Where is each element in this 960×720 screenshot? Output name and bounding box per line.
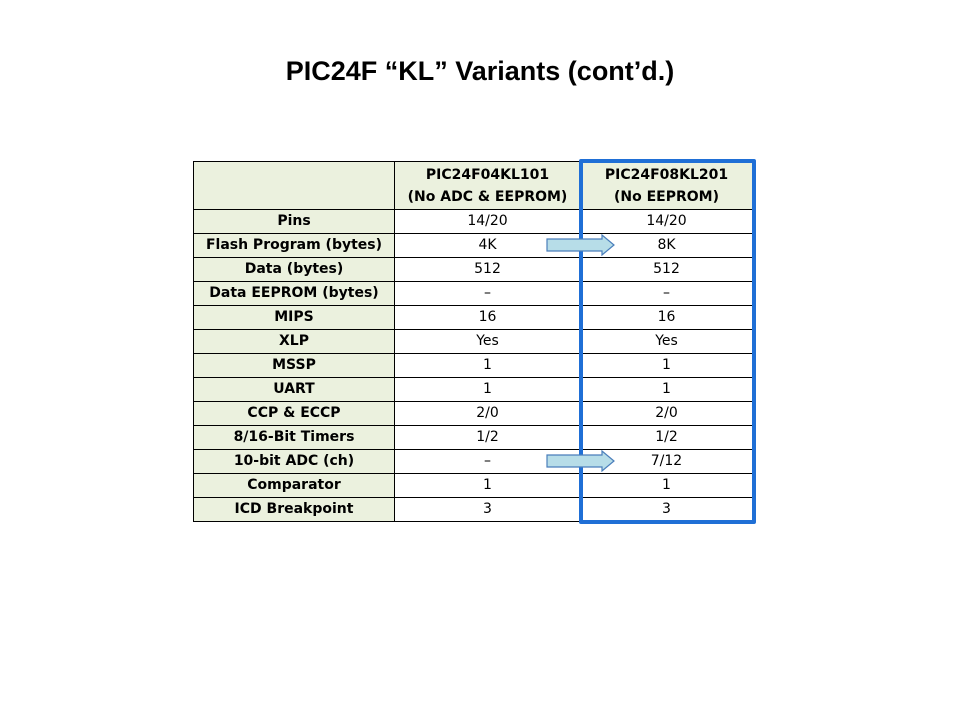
row-label: UART [194,378,395,402]
table-row [194,234,753,258]
table-row [194,306,753,330]
header-part-number: PIC24F08KL201 [604,166,729,183]
slide-title: PIC24F “KL” Variants (cont’d.) [285,56,675,86]
header-part-note: (No ADC & EEPROM) [407,188,568,205]
value-pic24f08kl201: 1 [581,354,753,378]
header-empty-cell [194,162,395,210]
comparison-table [193,161,753,522]
row-label: Data (bytes) [194,258,395,282]
row-label: 10-bit ADC (ch) [194,450,395,474]
table-row [194,354,753,378]
header-pic24f08kl201 [581,162,753,210]
row-label: Comparator [194,474,395,498]
value-pic24f04kl101: 4K [395,234,581,258]
value-pic24f04kl101: 2/0 [395,402,581,426]
row-label: CCP & ECCP [194,402,395,426]
value-pic24f08kl201: 1 [581,474,753,498]
value-pic24f08kl201: 7/12 [581,450,753,474]
header-pic24f04kl101 [395,162,581,210]
table-row [194,378,753,402]
value-pic24f08kl201: Yes [581,330,753,354]
header-part-number: PIC24F04KL101 [425,166,550,183]
value-pic24f04kl101: – [395,450,581,474]
value-pic24f04kl101: 512 [395,258,581,282]
value-pic24f08kl201: 2/0 [581,402,753,426]
value-pic24f04kl101: Yes [395,330,581,354]
value-pic24f04kl101: – [395,282,581,306]
value-pic24f04kl101: 16 [395,306,581,330]
row-label: 8/16-Bit Timers [194,426,395,450]
row-label: ICD Breakpoint [194,498,395,522]
value-pic24f08kl201: 3 [581,498,753,522]
value-pic24f08kl201: – [581,282,753,306]
value-pic24f08kl201: 14/20 [581,210,753,234]
header-part-note: (No EEPROM) [613,188,719,205]
row-label: Pins [194,210,395,234]
row-label: MSSP [194,354,395,378]
row-label: Flash Program (bytes) [194,234,395,258]
table-row [194,450,753,474]
row-label: Data EEPROM (bytes) [194,282,395,306]
row-label: XLP [194,330,395,354]
table-row [194,498,753,522]
value-pic24f08kl201: 512 [581,258,753,282]
value-pic24f04kl101: 3 [395,498,581,522]
table-header-row [194,162,753,210]
table-row [194,330,753,354]
table-row [194,426,753,450]
value-pic24f04kl101: 1 [395,474,581,498]
table-row [194,474,753,498]
value-pic24f08kl201: 8K [581,234,753,258]
table-row [194,282,753,306]
value-pic24f04kl101: 1 [395,378,581,402]
value-pic24f08kl201: 1/2 [581,426,753,450]
table-row [194,402,753,426]
table-row [194,258,753,282]
value-pic24f08kl201: 1 [581,378,753,402]
table-row [194,210,753,234]
value-pic24f04kl101: 14/20 [395,210,581,234]
value-pic24f04kl101: 1 [395,354,581,378]
value-pic24f08kl201: 16 [581,306,753,330]
value-pic24f04kl101: 1/2 [395,426,581,450]
row-label: MIPS [194,306,395,330]
